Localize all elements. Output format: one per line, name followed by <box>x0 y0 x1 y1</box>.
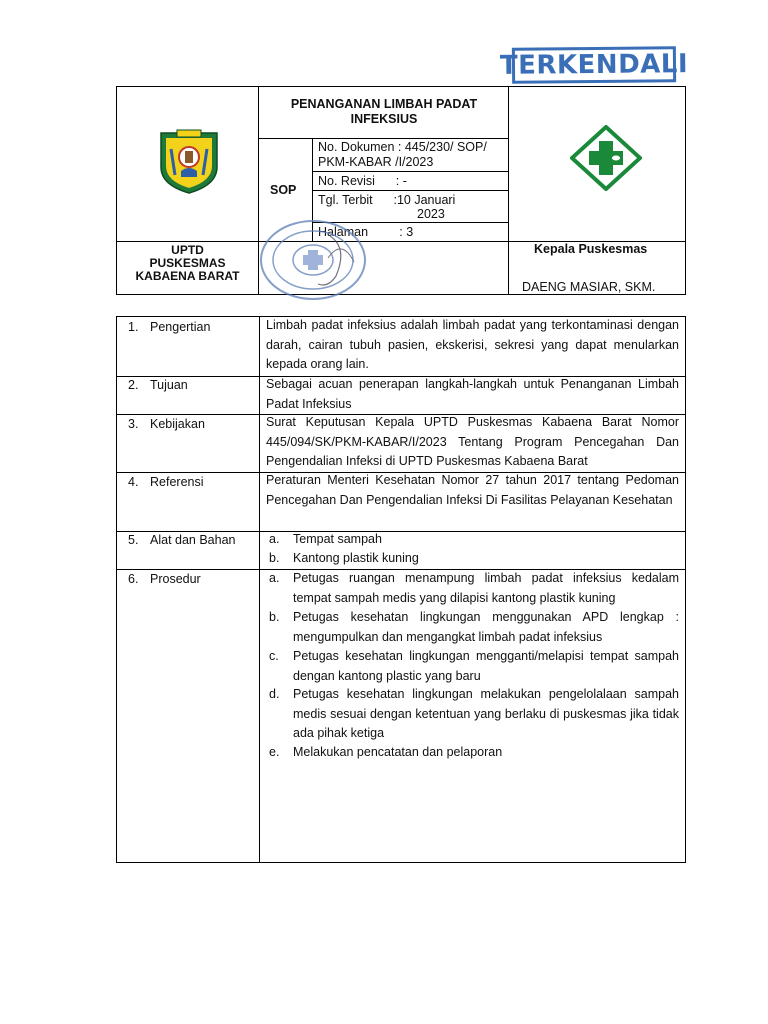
list-item: a. Tempat sampah <box>269 532 382 546</box>
list-item: b. Kantong plastik kuning <box>269 551 419 565</box>
terkendali-stamp: TERKENDALI <box>512 46 676 83</box>
row-label-pengertian: 1. Pengertian <box>128 320 211 334</box>
list-item: e. Melakukan pencatatan dan pelaporan <box>269 745 503 759</box>
row-text-pengertian: Limbah padat infeksius adalah limbah padat yang terkontaminasi dengan darah, cairan tubuh pasien, ekskerisi, sekresi yang dapat menularkan kepada orang lain. <box>266 318 679 371</box>
row-label-kebijakan: 3. Kebijakan <box>128 417 205 431</box>
signer-name: DAENG MASIAR, SKM. <box>522 280 656 294</box>
org-name-line2: PUSKESMAS <box>149 256 226 270</box>
list-item: c. Petugas kesehatan lingkungan mengganti/melapisi tempat sampah dengan kantong plastic yang baru <box>269 649 679 683</box>
row-label-prosedur: 6. Prosedur <box>128 572 201 586</box>
puskesmas-logo <box>570 125 642 191</box>
signer-title: Kepala Puskesmas <box>534 242 648 256</box>
row-text-referensi: Peraturan Menteri Kesehatan Nomor 27 tahun 2017 tentang Pedoman Pencegahan Dan Pengendalian Infeksi Di Fasilitas Pelayanan Kesehatan <box>266 473 679 507</box>
issue-date: Tgl. Terbit :10 Januari <box>318 193 456 207</box>
official-seal <box>258 218 368 302</box>
org-name-line1: UPTD <box>171 243 204 257</box>
list-item: d. Petugas kesehatan lingkungan melakukan pengelolalaan sampah medis sesuai dengan ketentuan yang berlaku di puskesmas jika tidak ada pihak ketiga <box>269 687 679 740</box>
list-item: a. Petugas ruangan menampung limbah padat infeksius kedalam tempat sampah medis yang dilapisi kantong plastik kuning <box>269 571 679 605</box>
issue-date-year: 2023 <box>417 207 445 221</box>
row-text-kebijakan: Surat Keputusan Kepala UPTD Puskesmas Kabaena Barat Nomor 445/094/SK/PKM-KABAR/I/2023 Tentang Program Pencegahan Dan Pengendalian Infeksi di UPTD Puskesmas Kabaena Barat <box>266 415 679 468</box>
revision-number: No. Revisi : - <box>318 174 407 188</box>
row-label-alat-dan-bahan: 5. Alat dan Bahan <box>128 533 236 547</box>
row-label-tujuan: 2. Tujuan <box>128 378 188 392</box>
row-text-tujuan: Sebagai acuan penerapan langkah-langkah untuk Penanganan Limbah Padat Infeksius <box>266 377 679 411</box>
list-item: b. Petugas kesehatan lingkungan menggunakan APD lengkap : mengumpulkan dan mengangkat limbah padat infeksius <box>269 610 679 644</box>
document-title: PENANGANAN LIMBAH PADAT INFEKSIUS <box>290 97 478 126</box>
org-name-line3: KABAENA BARAT <box>135 269 240 283</box>
document-number: No. Dokumen : 445/230/ SOP/ PKM-KABAR /I/2023 <box>318 140 487 169</box>
sop-label: SOP <box>270 183 297 197</box>
regency-emblem-logo <box>155 127 223 195</box>
page-count: Halaman : 3 <box>318 225 414 239</box>
row-label-referensi: 4. Referensi <box>128 475 204 489</box>
